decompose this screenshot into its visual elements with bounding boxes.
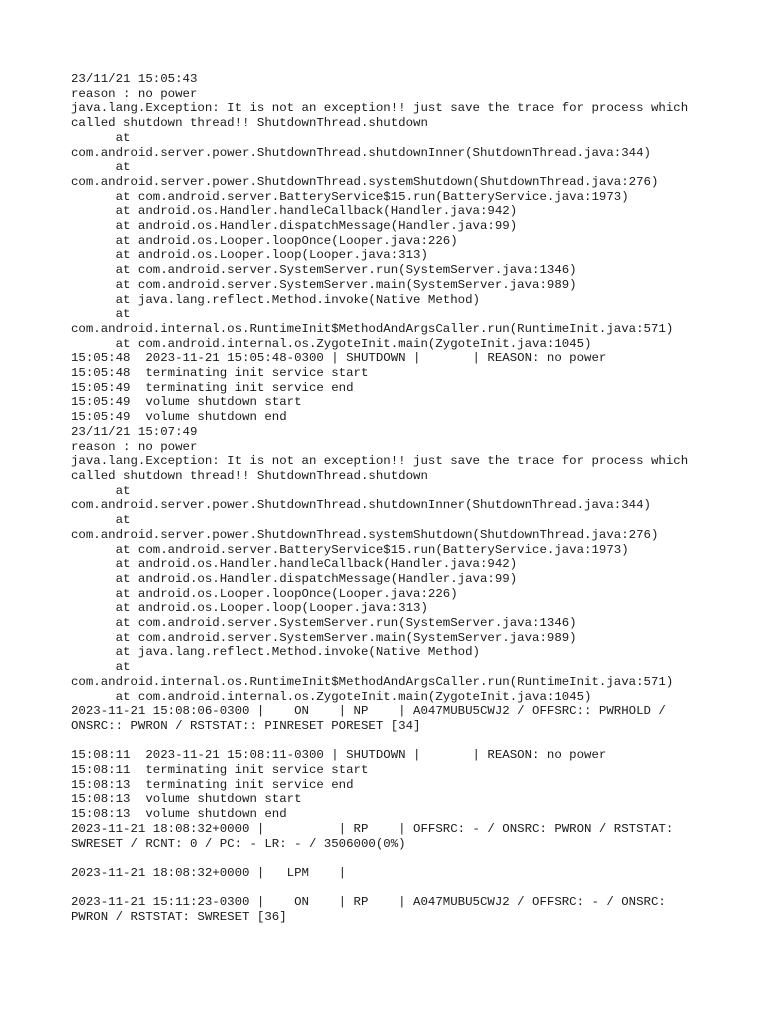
log-line: at android.os.Handler.dispatchMessage(Handler.java:99) [71,219,518,234]
log-line: 15:05:48 2023-11-21 15:05:48-0300 | SHUTDOWN | | REASON: no power [71,351,607,366]
log-line: 15:05:49 terminating init service end [71,380,354,395]
log-line: 23/11/21 15:07:49 [71,424,198,439]
log-line: 15:05:49 volume shutdown end [71,410,287,425]
log-line: at android.os.Looper.loop(Looper.java:313) [71,248,428,263]
log-line: at com.android.internal.os.ZygoteInit.main(ZygoteInit.java:1045) [71,336,592,351]
log-line: at android.os.Looper.loopOnce(Looper.java:226) [71,586,458,601]
log-line: 2023-11-21 15:11:23-0300 | ON | RP | A047MUBU5CWJ2 / OFFSRC: - / ONSRC: [71,895,666,910]
log-line: at android.os.Looper.loopOnce(Looper.java:226) [71,233,458,248]
log-line: at java.lang.reflect.Method.invoke(Native Method) [71,645,480,660]
log-line: at com.android.server.SystemServer.main(SystemServer.java:989) [71,277,577,292]
log-line: at [71,307,131,322]
log-line: reason : no power [71,439,198,454]
log-line: SWRESET / RCNT: 0 / PC: - LR: - / 3506000(0%) [71,836,406,851]
log-line: java.lang.Exception: It is not an exception!! just save the trace for process which [71,101,689,116]
log-line: at android.os.Handler.handleCallback(Handler.java:942) [71,204,518,219]
log-line: 15:05:49 volume shutdown start [71,395,302,410]
log-line: 23/11/21 15:05:43 [71,72,198,86]
log-line: called shutdown thread!! ShutdownThread.shutdown [71,116,428,131]
log-line: at com.android.server.BatteryService$15.run(BatteryService.java:1973) [71,189,629,204]
log-line: com.android.server.power.ShutdownThread.systemShutdown(ShutdownThread.java:276) [71,527,659,542]
log-line: com.android.server.power.ShutdownThread.systemShutdown(ShutdownThread.java:276) [71,174,659,189]
log-line: at java.lang.reflect.Method.invoke(Native Method) [71,292,480,307]
log-line: com.android.server.power.ShutdownThread.shutdownInner(ShutdownThread.java:344) [71,498,651,513]
log-line: 15:05:48 terminating init service start [71,366,369,381]
log-line: at android.os.Looper.loop(Looper.java:313) [71,601,428,616]
log-line [71,851,731,866]
log-line: at android.os.Handler.dispatchMessage(Handler.java:99) [71,571,518,586]
log-line: at [71,660,131,675]
log-line: 15:08:13 volume shutdown start [71,792,302,807]
log-text-block [71,72,731,925]
log-line: com.android.server.power.ShutdownThread.shutdownInner(ShutdownThread.java:344) [71,145,651,160]
log-line: at [71,160,131,175]
log-line: 2023-11-21 15:08:06-0300 | ON | NP | A047MUBU5CWJ2 / OFFSRC:: PWRHOLD / [71,704,666,719]
log-line: at com.android.server.SystemServer.main(SystemServer.java:989) [71,630,577,645]
log-line: com.android.internal.os.RuntimeInit$MethodAndArgsCaller.run(RuntimeInit.java:571) [71,674,674,689]
log-line: PWRON / RSTSTAT: SWRESET [36] [71,910,287,925]
log-line: java.lang.Exception: It is not an exception!! just save the trace for process which [71,454,689,469]
log-line: at com.android.internal.os.ZygoteInit.main(ZygoteInit.java:1045) [71,689,592,704]
log-line: 2023-11-21 18:08:32+0000 | LPM | [71,865,347,880]
log-line [71,881,731,896]
log-line: at com.android.server.SystemServer.run(SystemServer.java:1346) [71,616,577,631]
log-line: at com.android.server.SystemServer.run(SystemServer.java:1346) [71,263,577,278]
log-line: com.android.internal.os.RuntimeInit$MethodAndArgsCaller.run(RuntimeInit.java:571) [71,321,674,336]
log-line: 15:08:11 terminating init service start [71,763,369,778]
log-line: reason : no power [71,86,198,101]
log-line: ONSRC:: PWRON / RSTSTAT:: PINRESET PORESET [34] [71,718,421,733]
log-line: 15:08:13 terminating init service end [71,777,354,792]
log-line: 2023-11-21 18:08:32+0000 | | RP | OFFSRC: - / ONSRC: PWRON / RSTSTAT: [71,821,674,836]
log-line: called shutdown thread!! ShutdownThread.shutdown [71,468,428,483]
log-line: at [71,483,131,498]
log-line: 15:08:13 volume shutdown end [71,807,287,822]
log-line: at com.android.server.BatteryService$15.run(BatteryService.java:1973) [71,542,629,557]
log-line: at [71,130,131,145]
log-line: at [71,513,131,528]
log-line: at android.os.Handler.handleCallback(Handler.java:942) [71,557,518,572]
log-line: 15:08:11 2023-11-21 15:08:11-0300 | SHUTDOWN | | REASON: no power [71,748,607,763]
log-line [71,734,731,749]
